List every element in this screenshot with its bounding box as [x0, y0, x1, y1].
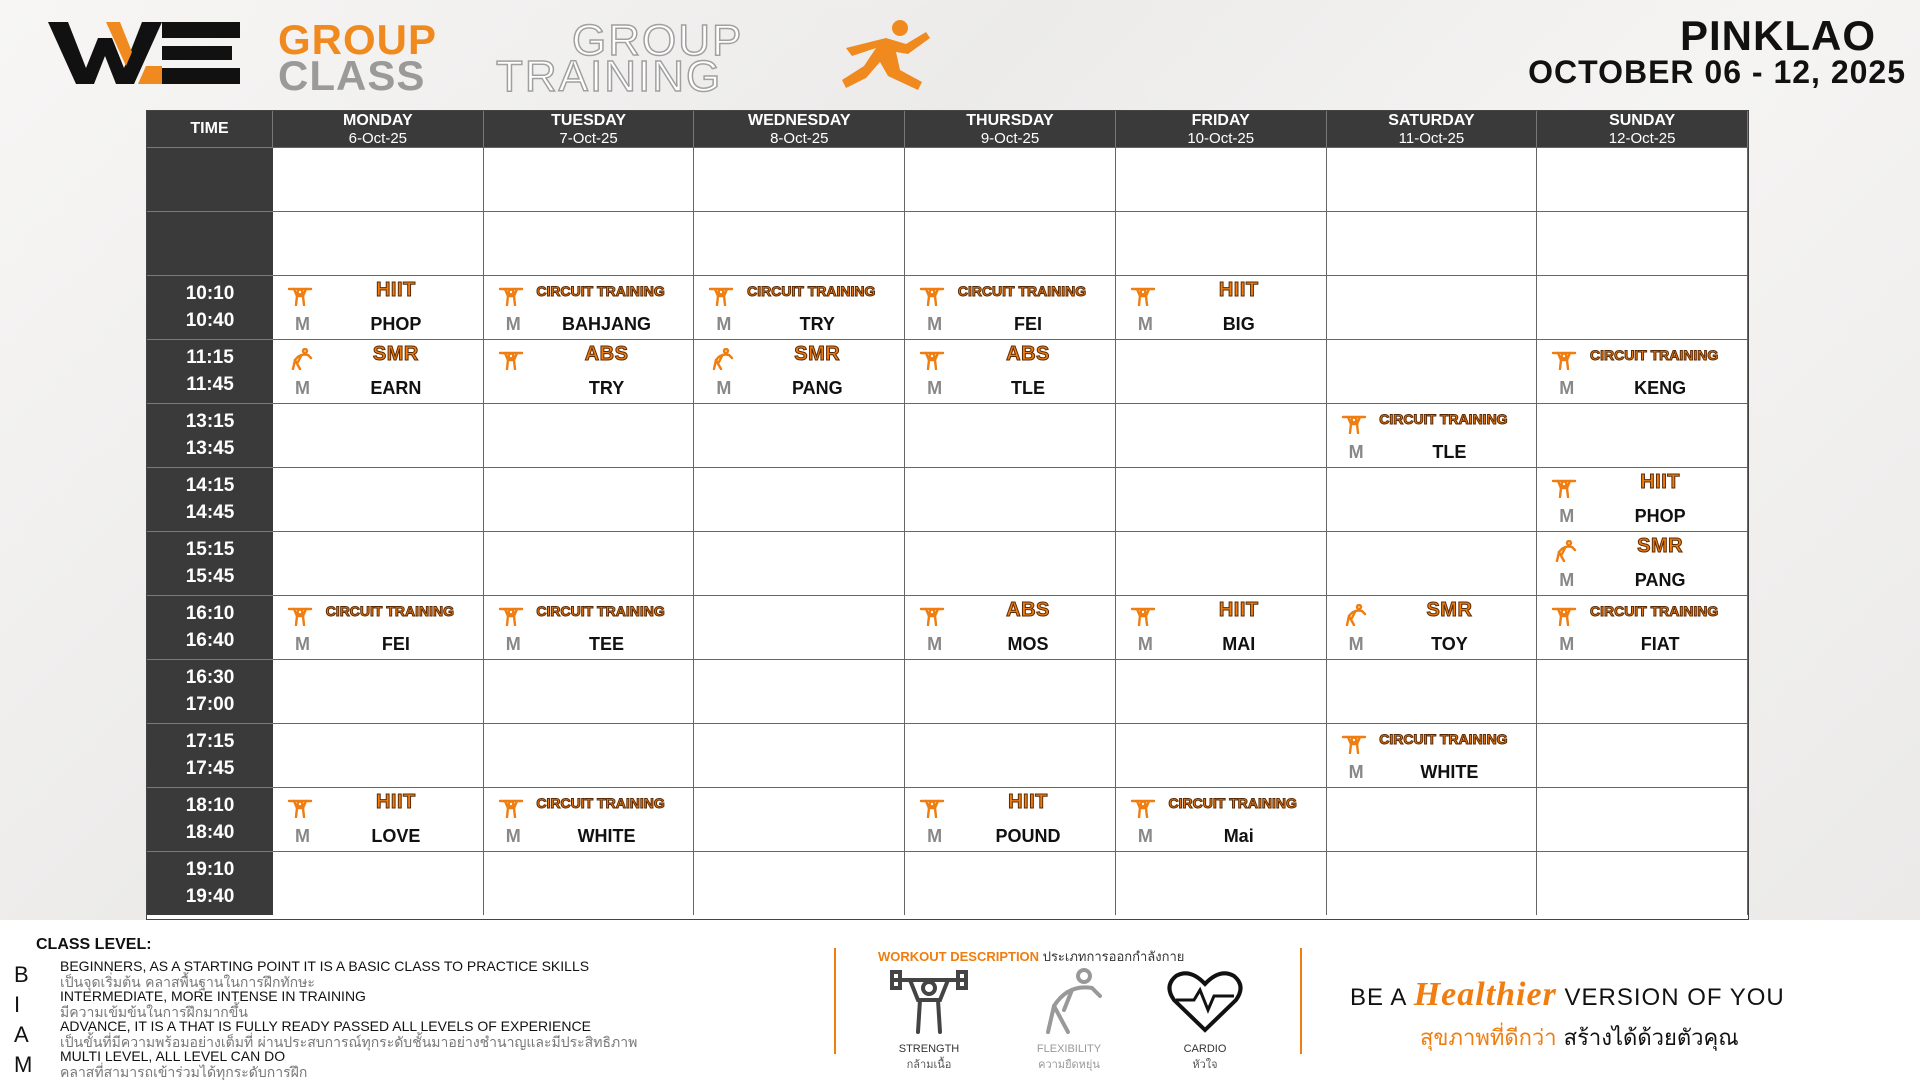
time-end: 14:45 — [185, 502, 235, 524]
empty-slot — [484, 147, 695, 211]
day-date: 12-Oct-25 — [1608, 129, 1676, 147]
coach-name: FEI — [1013, 314, 1042, 334]
class-level: M — [1348, 442, 1364, 462]
branch-name: PINKLAO — [1680, 12, 1876, 59]
empty-slot — [273, 723, 484, 787]
slogan-th-rest: สร้างได้ด้วยตัวคุณ — [1563, 1026, 1739, 1051]
coach-name: Mai — [1223, 826, 1254, 846]
empty-slot — [1537, 659, 1748, 723]
time-start: 16:30 — [185, 666, 235, 688]
time-end: 13:45 — [185, 438, 235, 460]
empty-slot — [273, 211, 484, 275]
class-name: SMR — [1426, 599, 1473, 621]
empty-slot — [1327, 339, 1538, 403]
class-entry[interactable] — [694, 275, 905, 339]
day-header-friday — [1116, 111, 1327, 147]
empty-slot — [694, 467, 905, 531]
coach-name: WHITE — [577, 826, 636, 846]
day-header-thursday — [905, 111, 1116, 147]
day-name: FRIDAY — [1191, 111, 1250, 129]
class-name: SMR — [1637, 535, 1684, 557]
time-header — [147, 111, 273, 147]
class-level: M — [927, 314, 943, 334]
class-level: M — [716, 314, 732, 334]
strength-icon — [919, 796, 945, 818]
class-name: ABS — [1006, 599, 1050, 621]
empty-slot — [484, 851, 695, 915]
empty-slot — [484, 467, 695, 531]
empty-slot — [1116, 723, 1327, 787]
class-level: M — [295, 378, 310, 398]
time-slot — [147, 723, 273, 787]
title-group-bold: GROUP — [278, 16, 438, 63]
slogan-pre: BE A — [1350, 984, 1407, 1011]
empty-slot — [1327, 531, 1538, 595]
coach-name: TEE — [589, 634, 625, 654]
level-row-beginner — [10, 958, 830, 991]
slogan-thai — [1420, 1020, 1739, 1055]
workout-title-th: ประเภทการออกกำลังกาย — [1042, 949, 1185, 964]
time-header-label: TIME — [190, 120, 229, 137]
level-row-advance — [10, 1018, 830, 1051]
empty-slot — [1327, 275, 1538, 339]
class-entry[interactable] — [1116, 787, 1327, 851]
level-letter: M — [14, 1052, 33, 1077]
class-level: M — [1559, 506, 1575, 526]
class-level: M — [927, 826, 943, 846]
time-start: 13:15 — [185, 410, 235, 432]
time-slot — [147, 211, 273, 275]
time-start: 19:10 — [185, 858, 235, 880]
slogan-post: VERSION OF YOU — [1564, 984, 1785, 1011]
flexibility-icon — [708, 348, 734, 370]
workout-flexibility — [1014, 966, 1124, 1070]
empty-slot — [905, 851, 1116, 915]
class-name: SMR — [372, 343, 419, 365]
class-entry[interactable] — [905, 275, 1116, 339]
class-name: CIRCUIT TRAINING — [1168, 795, 1297, 811]
class-entry[interactable] — [1116, 275, 1327, 339]
coach-name: MOS — [1007, 634, 1049, 654]
flexibility-icon — [287, 348, 313, 370]
day-date: 7-Oct-25 — [559, 129, 618, 147]
time-slot — [147, 147, 273, 211]
level-desc-th: เป็นจุดเริ่มต้น คลาสพื้นฐานในการฝึกทักษะ — [60, 975, 315, 991]
time-end: 15:45 — [185, 566, 235, 588]
level-desc-en: BEGINNERS, AS A STARTING POINT IT IS A BASIC CLASS TO PRACTICE SKILLS — [60, 958, 590, 974]
level-row-intermediate — [10, 988, 830, 1021]
class-level: M — [505, 826, 521, 846]
empty-slot — [694, 723, 905, 787]
coach-name: FIAT — [1640, 634, 1680, 654]
class-level: M — [505, 314, 521, 334]
empty-slot — [694, 147, 905, 211]
strength-icon — [1551, 476, 1577, 498]
coach-name: MAI — [1222, 634, 1256, 654]
empty-slot — [484, 723, 695, 787]
day-header-wednesday — [694, 111, 905, 147]
coach-name: TOY — [1431, 634, 1468, 654]
title-class-bold: CLASS — [278, 52, 426, 99]
day-date: 10-Oct-25 — [1187, 129, 1255, 147]
class-level: M — [1559, 378, 1575, 398]
strength-icon — [498, 348, 524, 370]
workout-cardio-th: หัวใจ — [1192, 1058, 1218, 1071]
slogan-th-highlight: สุขภาพที่ดีกว่า — [1420, 1026, 1557, 1051]
class-name: SMR — [794, 343, 841, 365]
title-group-outline: GROUP — [572, 16, 744, 65]
empty-slot — [1327, 147, 1538, 211]
level-row-multi — [10, 1048, 830, 1078]
coach-name: PHOP — [370, 314, 422, 334]
class-entry[interactable] — [273, 275, 484, 339]
schedule-grid — [147, 111, 1748, 919]
day-header-saturday — [1327, 111, 1538, 147]
time-slot — [147, 851, 273, 915]
class-name: HIIT — [1218, 279, 1259, 301]
day-name: TUESDAY — [551, 111, 627, 129]
time-end: 17:45 — [185, 758, 235, 780]
class-level: M — [716, 378, 732, 398]
class-name: CIRCUIT TRAINING — [1379, 731, 1508, 747]
empty-slot — [905, 147, 1116, 211]
empty-slot — [1116, 147, 1327, 211]
level-desc-th: เป็นขั้นที่มีความพร้อมอย่างเต็มที่ ผ่านประสบการณ์ทุกระดับชั้นมาอย่างชำนาญและมีประสิทธิภาพ — [60, 1035, 638, 1051]
workout-flexibility-en: FLEXIBILITY — [1036, 1043, 1102, 1055]
empty-slot — [1116, 339, 1327, 403]
time-slot — [147, 531, 273, 595]
class-name: HIIT — [375, 791, 416, 813]
class-name: CIRCUIT TRAINING — [1589, 603, 1719, 619]
class-level: M — [1137, 634, 1153, 654]
class-name: CIRCUIT TRAINING — [536, 603, 665, 619]
footer — [0, 920, 1920, 1080]
class-level: M — [295, 634, 310, 654]
title-block — [272, 14, 932, 101]
empty-slot — [273, 851, 484, 915]
empty-slot — [905, 211, 1116, 275]
workout-title-en: WORKOUT DESCRIPTION — [878, 949, 1040, 964]
time-slot — [147, 275, 273, 339]
class-entry[interactable] — [905, 339, 1116, 403]
coach-name: TRY — [588, 378, 625, 398]
class-level: M — [505, 634, 521, 654]
empty-slot — [1537, 403, 1748, 467]
strength-icon — [888, 966, 970, 1036]
strength-icon — [919, 348, 945, 370]
empty-slot — [1116, 851, 1327, 915]
coach-name: TLE — [1010, 378, 1045, 398]
day-date: 6-Oct-25 — [348, 129, 408, 147]
time-end: 18:40 — [185, 822, 235, 844]
empty-slot — [905, 531, 1116, 595]
coach-name: BIG — [1222, 314, 1255, 334]
class-entry[interactable] — [1327, 595, 1538, 659]
strength-icon — [1130, 604, 1156, 626]
class-entry[interactable] — [905, 787, 1116, 851]
class-entry[interactable] — [484, 787, 695, 851]
class-entry[interactable] — [273, 595, 484, 659]
empty-slot — [1537, 275, 1748, 339]
workout-strength — [874, 966, 984, 1070]
empty-slot — [905, 403, 1116, 467]
coach-name: PANG — [1634, 570, 1686, 590]
coach-name: EARN — [370, 378, 422, 398]
level-desc-en: MULTI LEVEL, ALL LEVEL CAN DO — [60, 1048, 286, 1064]
class-level-title: CLASS LEVEL: — [36, 936, 152, 953]
time-slot — [147, 787, 273, 851]
class-entry[interactable] — [905, 595, 1116, 659]
coach-name: TRY — [799, 314, 835, 334]
level-letter: A — [14, 1022, 29, 1047]
day-date: 11-Oct-25 — [1398, 129, 1465, 147]
class-level: M — [1348, 634, 1364, 654]
empty-slot — [1116, 403, 1327, 467]
class-name: CIRCUIT TRAINING — [957, 283, 1087, 299]
class-entry[interactable] — [1537, 595, 1748, 659]
coach-name: KENG — [1634, 378, 1687, 398]
empty-slot — [1116, 467, 1327, 531]
footer-divider-right — [1300, 948, 1302, 1054]
class-name: CIRCUIT TRAINING — [536, 283, 665, 299]
level-letter: B — [14, 962, 29, 987]
empty-slot — [905, 723, 1116, 787]
class-entry[interactable] — [694, 339, 905, 403]
class-level: M — [295, 826, 310, 846]
empty-slot — [1327, 851, 1538, 915]
time-end: 17:00 — [185, 694, 235, 716]
coach-name: PANG — [791, 378, 843, 398]
day-name: SATURDAY — [1388, 111, 1475, 129]
day-name: THURSDAY — [966, 111, 1054, 129]
time-end: 16:40 — [185, 630, 235, 652]
class-entry[interactable] — [1116, 595, 1327, 659]
empty-slot — [1537, 147, 1748, 211]
cardio-icon — [1164, 966, 1246, 1036]
flexibility-icon — [1341, 604, 1367, 626]
day-header-sunday — [1537, 111, 1748, 147]
empty-slot — [273, 403, 484, 467]
coach-name: LOVE — [371, 826, 421, 846]
class-name: CIRCUIT TRAINING — [325, 603, 455, 619]
class-level: M — [1137, 826, 1153, 846]
empty-slot — [484, 659, 695, 723]
day-name: SUNDAY — [1609, 111, 1676, 129]
class-name: ABS — [1006, 343, 1050, 365]
runner-icon — [826, 18, 936, 94]
empty-slot — [694, 595, 905, 659]
empty-slot — [694, 531, 905, 595]
level-desc-en: ADVANCE, IT IS A THAT IS FULLY READY PASSED ALL LEVELS OF EXPERIENCE — [60, 1018, 591, 1034]
class-level: M — [927, 634, 943, 654]
time-slot — [147, 339, 273, 403]
empty-slot — [1537, 211, 1748, 275]
empty-slot — [694, 659, 905, 723]
time-start: 14:15 — [185, 474, 235, 496]
class-level: M — [927, 378, 943, 398]
class-name: CIRCUIT TRAINING — [536, 795, 665, 811]
date-range: OCTOBER 06 - 12, 2025 — [1528, 54, 1906, 90]
class-name: HIIT — [1008, 791, 1048, 813]
class-level: M — [1348, 762, 1364, 782]
empty-slot — [1327, 787, 1538, 851]
workout-strength-en: STRENGTH — [898, 1043, 960, 1055]
empty-slot — [273, 531, 484, 595]
empty-slot — [1537, 787, 1748, 851]
class-name: CIRCUIT TRAINING — [1379, 411, 1508, 427]
workout-strength-th: กล้ามเนื้อ — [906, 1058, 952, 1071]
level-desc-th: คลาสที่สามารถเข้าร่วมได้ทุกระดับการฝึก — [60, 1065, 308, 1080]
class-entry[interactable] — [273, 339, 484, 403]
class-name: HIIT — [375, 279, 416, 301]
level-desc-th: มีความเข้มข้นในการฝึกมากขึ้น — [60, 1005, 248, 1021]
schedule-table — [146, 110, 1749, 920]
day-date: 9-Oct-25 — [980, 129, 1040, 147]
class-name: CIRCUIT TRAINING — [1589, 347, 1719, 363]
class-entry[interactable] — [1537, 339, 1748, 403]
time-slot — [147, 659, 273, 723]
empty-slot — [694, 403, 905, 467]
time-start: 10:10 — [185, 282, 235, 304]
empty-slot — [1116, 531, 1327, 595]
strength-icon — [287, 796, 313, 818]
class-level: M — [1559, 570, 1575, 590]
flexibility-icon — [1028, 966, 1110, 1036]
empty-slot — [1116, 659, 1327, 723]
class-entry[interactable] — [484, 339, 695, 403]
empty-slot — [484, 403, 695, 467]
empty-slot — [694, 787, 905, 851]
empty-slot — [1537, 851, 1748, 915]
coach-name: PHOP — [1634, 506, 1686, 526]
day-name: WEDNESDAY — [748, 111, 851, 129]
time-slot — [147, 403, 273, 467]
class-level: M — [295, 314, 310, 334]
time-end: 11:45 — [186, 374, 234, 396]
time-end: 19:40 — [185, 886, 235, 908]
day-date: 8-Oct-25 — [770, 129, 829, 147]
day-header-monday — [273, 111, 484, 147]
class-name: ABS — [584, 343, 629, 365]
time-start: 16:10 — [185, 602, 235, 624]
level-letter: I — [14, 992, 21, 1017]
class-level: M — [1559, 634, 1575, 654]
strength-icon — [287, 284, 313, 306]
class-entry[interactable] — [1327, 723, 1538, 787]
time-start: 15:15 — [185, 538, 235, 560]
empty-slot — [273, 659, 484, 723]
slogan — [1350, 976, 1785, 1014]
empty-slot — [905, 467, 1116, 531]
empty-slot — [484, 531, 695, 595]
empty-slot — [1327, 659, 1538, 723]
class-entry[interactable] — [484, 595, 695, 659]
class-level: M — [1137, 314, 1153, 334]
title-training-outline: TRAINING — [496, 52, 723, 101]
empty-slot — [1116, 211, 1327, 275]
time-start: 18:10 — [185, 794, 235, 816]
workout-description-title — [878, 946, 1184, 967]
empty-slot — [694, 211, 905, 275]
class-name: CIRCUIT TRAINING — [747, 283, 876, 299]
flexibility-icon — [1551, 540, 1577, 562]
empty-slot — [1537, 723, 1748, 787]
class-name: HIIT — [1218, 599, 1259, 621]
empty-slot — [273, 467, 484, 531]
time-slot — [147, 595, 273, 659]
time-start: 17:15 — [185, 730, 235, 752]
day-name: MONDAY — [343, 111, 413, 129]
empty-slot — [273, 147, 484, 211]
class-entry[interactable] — [1537, 467, 1748, 531]
slogan-highlight: Healthier — [1413, 976, 1557, 1013]
time-end: 10:40 — [185, 310, 235, 332]
empty-slot — [905, 659, 1116, 723]
coach-name: BAHJANG — [562, 314, 652, 334]
we-logo — [46, 16, 246, 88]
class-entry[interactable] — [484, 275, 695, 339]
empty-slot — [484, 211, 695, 275]
empty-slot — [1327, 467, 1538, 531]
footer-divider-left — [834, 948, 836, 1054]
workout-flexibility-th: ความยืดหยุ่น — [1038, 1058, 1100, 1071]
strength-icon — [1130, 284, 1156, 306]
day-header-tuesday — [484, 111, 695, 147]
empty-slot — [1327, 211, 1538, 275]
coach-name: POUND — [995, 826, 1061, 846]
empty-slot — [694, 851, 905, 915]
class-entry[interactable] — [273, 787, 484, 851]
workout-cardio — [1150, 966, 1260, 1070]
class-entry[interactable] — [1537, 531, 1748, 595]
strength-icon — [919, 604, 945, 626]
time-start: 11:15 — [186, 346, 234, 368]
class-name: HIIT — [1640, 471, 1681, 493]
coach-name: TLE — [1432, 442, 1467, 462]
time-slot — [147, 467, 273, 531]
workout-cardio-en: CARDIO — [1183, 1043, 1227, 1055]
level-desc-en: INTERMEDIATE, MORE INTENSE IN TRAINING — [60, 988, 366, 1004]
coach-name: WHITE — [1420, 762, 1479, 782]
class-entry[interactable] — [1327, 403, 1538, 467]
coach-name: FEI — [381, 634, 410, 654]
